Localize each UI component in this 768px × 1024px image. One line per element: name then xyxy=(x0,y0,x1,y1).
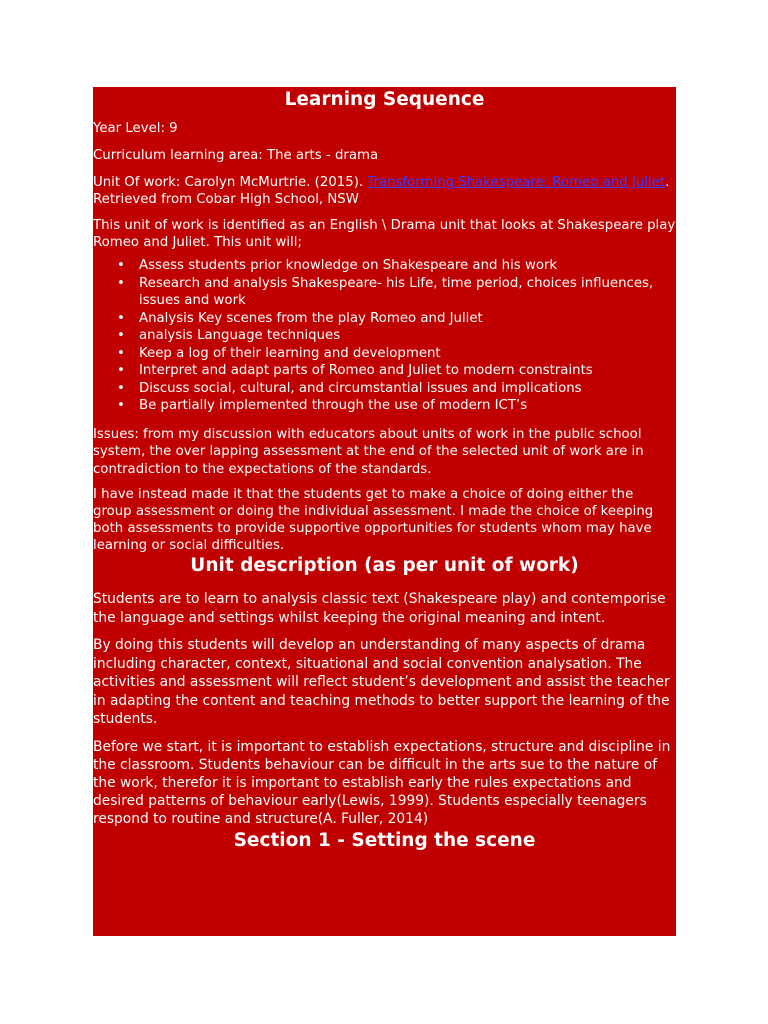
list-item: • Analysis Key scenes from the play Romeo and Juliet xyxy=(117,310,483,326)
unit-goals-list xyxy=(93,257,676,415)
bullet-icon: • xyxy=(117,363,125,378)
page-title: Learning Sequence xyxy=(284,89,485,110)
bullet-icon: • xyxy=(117,275,125,291)
document-page xyxy=(93,87,676,936)
unit-of-work-citation xyxy=(93,174,676,208)
issues-paragraph: Issues: from my discussion with educators about units of work in the public school system, the over lapping assessment at the end of the selected unit of work are in contradiction to the expectations of the standards. xyxy=(93,426,644,477)
citation-prefix: Unit Of work: Carolyn McMurtrie. (2015). xyxy=(93,175,368,190)
curriculum-area: Curriculum learning area: The arts - drama xyxy=(93,148,379,163)
bullet-icon: • xyxy=(117,380,125,396)
students-paragraph: Students are to learn to analysis classic text (Shakespeare play) and contemporise the language and settings whilst keeping the original meaning and intent. xyxy=(93,591,666,626)
bullet-icon: • xyxy=(117,345,125,361)
year-level: Year Level: 9 xyxy=(93,121,178,136)
unit-intro: This unit of work is identified as an English \ Drama unit that looks at Shakespeare play Romeo and Juliet. This unit will; xyxy=(93,218,676,250)
list-item: • analysis Language techniques xyxy=(117,328,341,343)
citation-link[interactable]: Transforming Shakespeare: Romeo and Juliet xyxy=(367,175,666,190)
citation-suffix: . Retrieved from Cobar High School, NSW xyxy=(93,175,670,207)
expectations-paragraph: Before we start, it is important to establish expectations, structure and discipline in the classroom. Students behaviour can be difficult in the arts sue to the nature of the work, therefor it is important to establish early the rules expectations and desired patterns of behaviour early(Lewis, 1999). Students especially teenagers respond to routine and structure(A. Fuller, 2014) xyxy=(93,738,671,828)
list-item: • Interpret and adapt parts of Romeo and Juliet to modern constraints xyxy=(117,363,593,378)
bullet-icon: • xyxy=(117,398,125,413)
list-item: • Discuss social, cultural, and circumstantial issues and implications xyxy=(117,380,582,396)
list-item: • Keep a log of their learning and development xyxy=(117,345,441,361)
bullet-icon: • xyxy=(117,310,125,326)
unit-description-heading: Unit description (as per unit of work) xyxy=(190,555,579,576)
bullet-icon: • xyxy=(117,258,125,273)
bullet-icon: • xyxy=(117,328,125,343)
list-item: • Research and analysis Shakespeare- his Life, time period, choices influences, issues and work xyxy=(117,275,654,308)
document-body xyxy=(93,87,676,853)
section-1-heading: Section 1 - Setting the scene xyxy=(233,829,536,851)
development-paragraph: By doing this students will develop an understanding of many aspects of drama including character, context, situational and social convention analysation. The activities and assessment will reflect student’s development and assist the teacher in adapting the content and teaching methods to better support the learning of the students. xyxy=(93,637,670,727)
list-item: • Assess students prior knowledge on Shakespeare and his work xyxy=(117,258,558,273)
assessment-choice-paragraph: I have instead made it that the students get to make a choice of doing either the group assessment or doing the individual assessment. I made the choice of keeping both assessments to provide supportive opportunities for students whom may have learning or social difficulties. xyxy=(93,487,654,553)
list-item: • Be partially implemented through the use of modern ICT’s xyxy=(117,398,528,413)
